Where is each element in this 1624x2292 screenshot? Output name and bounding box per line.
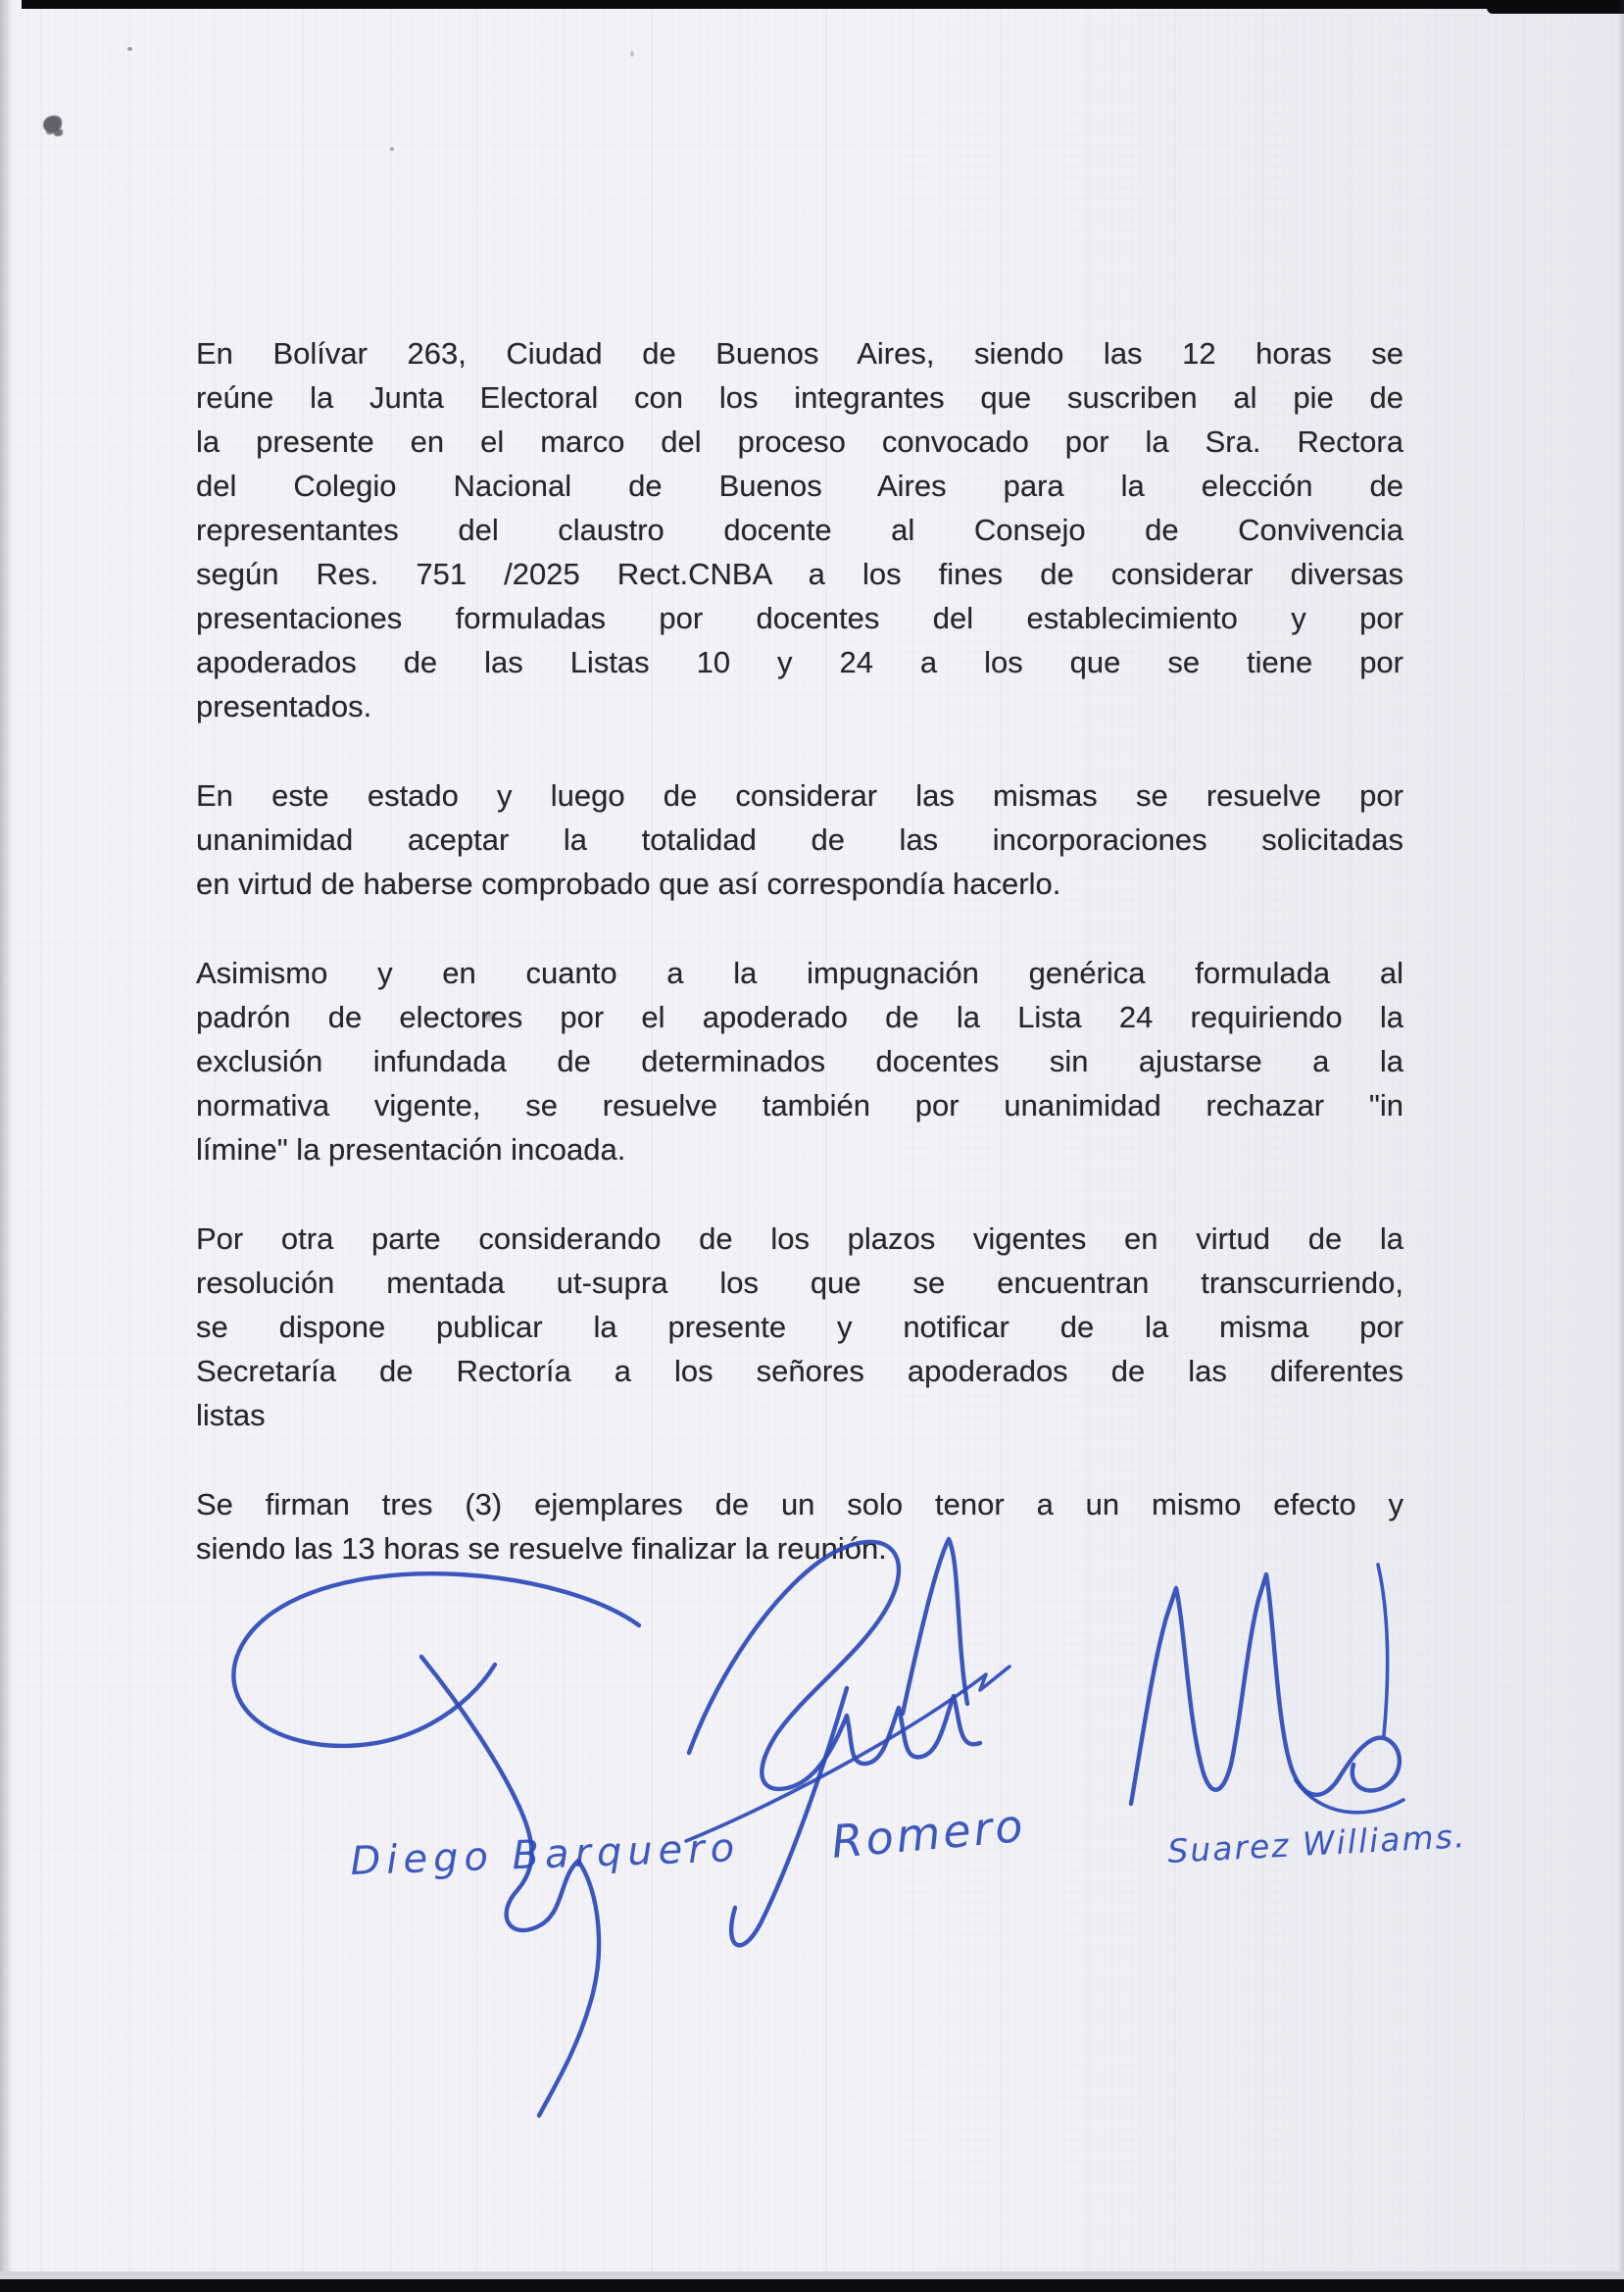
document-body <box>196 331 1403 1616</box>
signature-barquero <box>233 1573 740 2116</box>
text-line: siendo las 13 horas se resuelve finalizar la reunión. <box>196 1531 887 1566</box>
text-line: límine" la presentación incoada. <box>196 1132 626 1167</box>
scan-speck <box>390 147 394 151</box>
text-line: Se firman tres (3) ejemplares de un solo tenor a un mismo efecto y <box>196 1487 1403 1521</box>
paragraph <box>196 951 1403 1171</box>
text-line: normativa vigente, se resuelve también por unanimidad rechazar "in <box>196 1088 1403 1122</box>
text-line: reúne la Junta Electoral con los integrantes que suscriben al pie de <box>196 380 1403 415</box>
scan-edge-bottom-shadow <box>0 2271 1624 2279</box>
text-line: según Res. 751 /2025 Rect.CNBA a los fines de considerar diversas <box>196 557 1403 591</box>
text-line: Por otra parte considerando de los plazos vigentes en virtud de la <box>196 1221 1403 1256</box>
text-line: exclusión infundada de determinados docentes sin ajustarse a la <box>196 1044 1403 1078</box>
scan-edge-bottom <box>0 2279 1624 2292</box>
text-line: presentados. <box>196 689 372 723</box>
scan-edge-right <box>1618 0 1624 2292</box>
signature-stroke <box>233 1573 639 1746</box>
text-line: listas <box>196 1398 266 1432</box>
signature-stroke <box>1131 1574 1400 1804</box>
scan-edge-top-right <box>1487 0 1624 14</box>
signature-caption: Romero <box>829 1798 1028 1868</box>
text-line: padrón de electores por el apoderado de la Lista 24 requiriendo la <box>196 1000 1403 1034</box>
text-line: se dispone publicar la presente y notificar de la misma por <box>196 1310 1403 1344</box>
text-line: representantes del claustro docente al Consejo de Convivencia <box>196 513 1403 547</box>
signature-stroke <box>903 1539 967 1714</box>
text-line: apoderados de las Listas 10 y 24 a los que se tiene por <box>196 645 1403 679</box>
ink-blob <box>43 116 62 132</box>
signature-romero <box>686 1539 1027 1945</box>
text-line: unanimidad aceptar la totalidad de las incorporaciones solicitadas <box>196 822 1403 857</box>
signature-suarez-williams <box>1131 1565 1467 1870</box>
signature-stroke <box>1378 1565 1388 1735</box>
scan-edge-top <box>22 0 1624 9</box>
text-line: la presente en el marco del proceso convocado por la Sra. Rectora <box>196 424 1403 459</box>
text-line: presentaciones formuladas por docentes del establecimiento y por <box>196 601 1403 635</box>
paragraph <box>196 1217 1403 1437</box>
text-line: En este estado y luego de considerar las mismas se resuelve por <box>196 778 1403 813</box>
scan-speck <box>127 47 132 51</box>
signatures-layer <box>147 1490 1500 2137</box>
text-line: Asimismo y en cuanto a la impugnación genérica formulada al <box>196 956 1403 990</box>
text-line: en virtud de haberse comprobado que así correspondía hacerlo. <box>196 867 1061 901</box>
text-line: resolución mentada ut-supra los que se encuentran transcurriendo, <box>196 1266 1403 1300</box>
text-line: Secretaría de Rectoría a los señores apoderados de las diferentes <box>196 1354 1403 1388</box>
paragraph <box>196 773 1403 906</box>
paragraph <box>196 331 1403 728</box>
scan-edge-left <box>0 0 13 2292</box>
signature-caption: Diego Barquero <box>349 1825 741 1884</box>
scan-speck <box>630 51 634 57</box>
text-line: del Colegio Nacional de Buenos Aires para la elección de <box>196 469 1403 503</box>
signature-caption: Suarez Williams. <box>1166 1817 1468 1870</box>
signature-stroke <box>421 1657 599 2116</box>
text-line: En Bolívar 263, Ciudad de Buenos Aires, siendo las 12 horas se <box>196 336 1403 371</box>
